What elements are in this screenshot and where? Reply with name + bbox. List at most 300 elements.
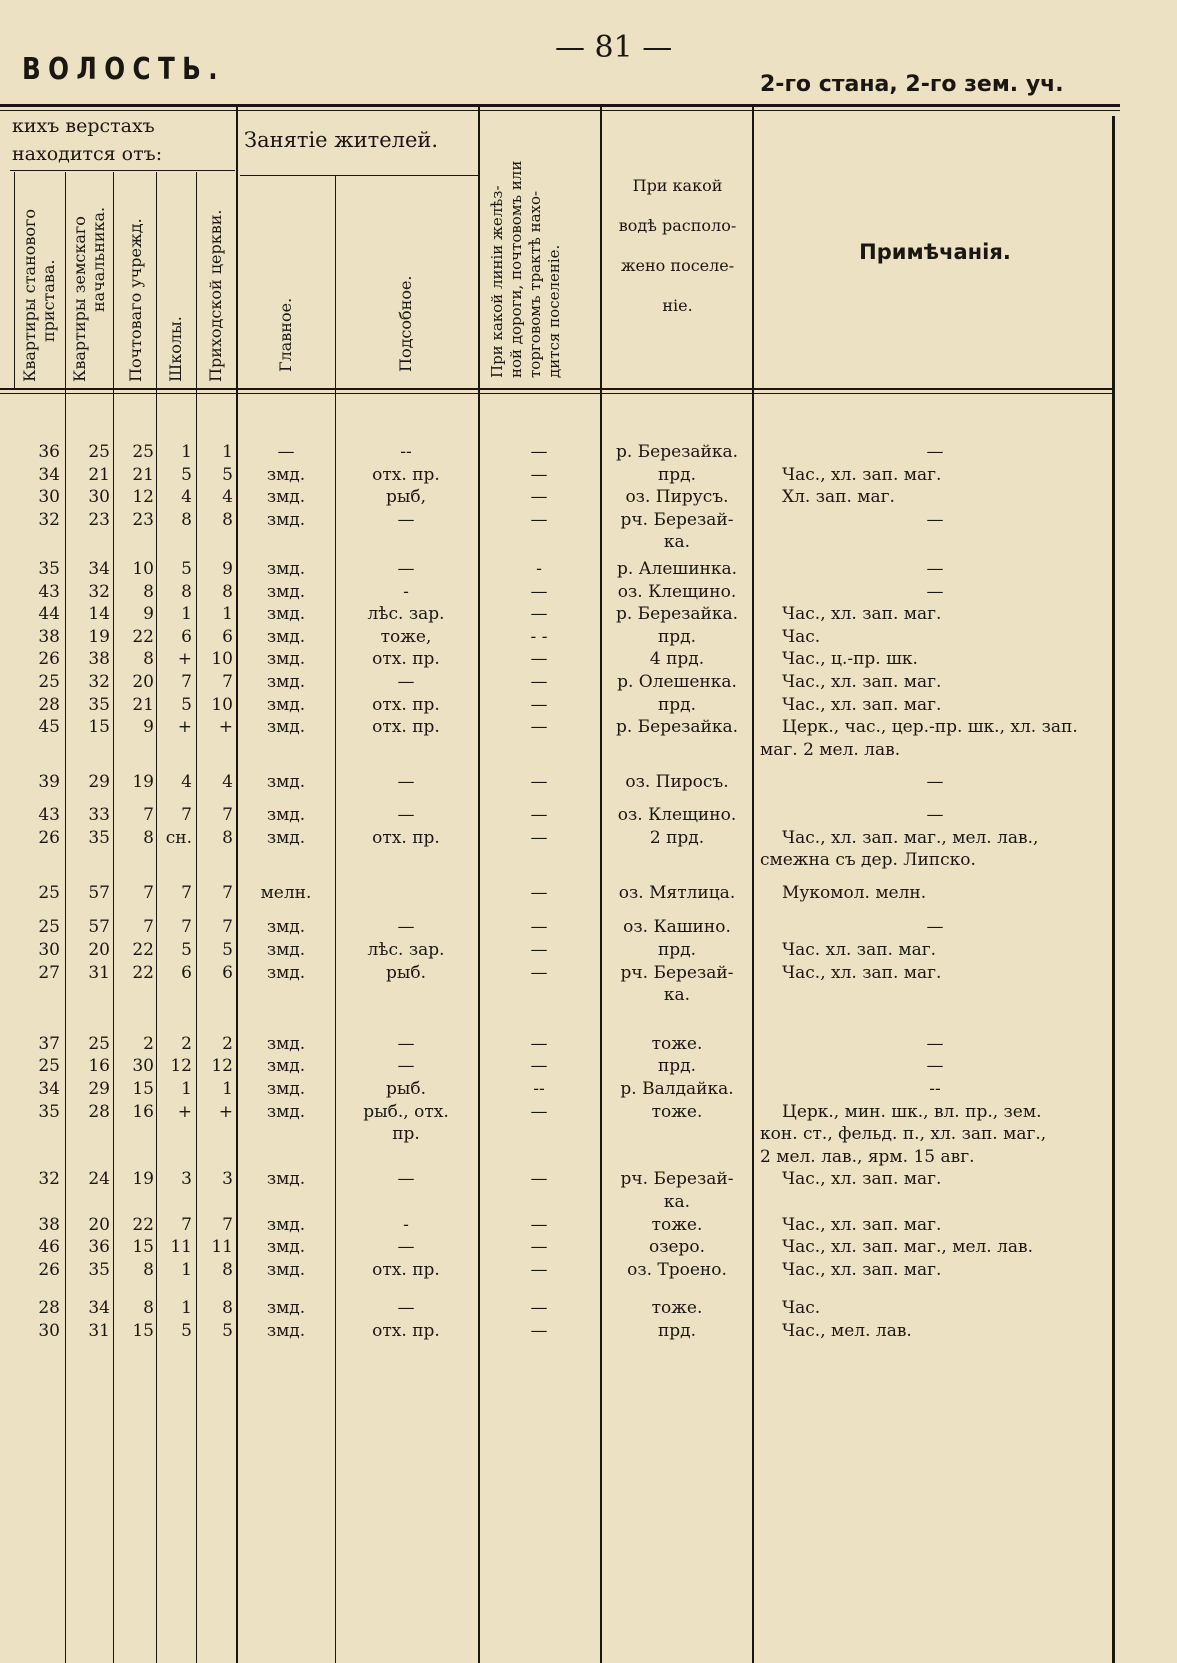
cell-d: 11 bbox=[170, 1237, 192, 1258]
cell-c: 21 bbox=[132, 464, 154, 485]
cell-notes: смежна съ дер. Липско. bbox=[760, 850, 976, 871]
cell-c: 19 bbox=[132, 772, 154, 793]
cell-a: 44 bbox=[38, 604, 60, 625]
cell-a: 32 bbox=[38, 509, 60, 530]
cell-water: р. Березайка. bbox=[615, 442, 739, 462]
cell-g: отх. пр. bbox=[372, 827, 440, 848]
cell-h: — bbox=[530, 1101, 548, 1122]
cell-c: 22 bbox=[132, 626, 154, 647]
cell-d: 1 bbox=[181, 604, 192, 625]
cell-water: прд. bbox=[657, 1321, 697, 1341]
cell-e: 2 bbox=[222, 1033, 233, 1054]
cell-c: 7 bbox=[143, 917, 154, 938]
water-header bbox=[605, 166, 750, 326]
cell-c: 2 bbox=[143, 1033, 154, 1054]
cell-b: 15 bbox=[88, 717, 110, 738]
occupation-group-rule bbox=[240, 175, 478, 176]
water-line-1: При какой bbox=[632, 176, 723, 195]
cell-f: змд. bbox=[266, 464, 306, 485]
water-line-2: водѣ располо- bbox=[618, 216, 737, 235]
cell-h: — bbox=[530, 1237, 548, 1258]
cell-water: оз. Троено. bbox=[627, 1259, 727, 1280]
cell-f: змд. bbox=[266, 1298, 306, 1319]
cell-b: 29 bbox=[88, 772, 110, 793]
main-occupation-header bbox=[276, 298, 295, 372]
cell-h: — bbox=[530, 1169, 548, 1190]
cell-a: 26 bbox=[38, 649, 60, 670]
cell-d: 5 bbox=[181, 559, 192, 579]
cell-c: 30 bbox=[132, 1056, 154, 1077]
cell-water: ка. bbox=[663, 1192, 691, 1212]
cell-water: р. Березайка. bbox=[615, 604, 739, 625]
post-header bbox=[126, 218, 145, 382]
zemsky-header bbox=[70, 207, 108, 382]
cell-b: 35 bbox=[88, 827, 110, 848]
table-top-rule bbox=[0, 104, 1120, 107]
cell-notes: Час., ц.-пр. шк. bbox=[782, 649, 918, 670]
cell-d: 1 bbox=[181, 1298, 192, 1319]
cell-e: 9 bbox=[222, 559, 233, 579]
cell-g: — bbox=[397, 672, 415, 692]
notes-header: Примѣчанія. bbox=[859, 240, 1011, 264]
cell-f: змд. bbox=[266, 1214, 306, 1235]
cell-c: 16 bbox=[132, 1101, 154, 1122]
railway-line-1: При какой линіи желѣз- bbox=[488, 185, 506, 378]
cell-notes: Час., хл. зап. маг. bbox=[782, 1259, 942, 1280]
cell-notes: Церк., мин. шк., вл. пр., зем. bbox=[782, 1101, 1042, 1122]
page-header-left: ВОЛОСТЬ. bbox=[22, 52, 225, 87]
cell-d: + bbox=[177, 649, 192, 670]
cell-d: 7 bbox=[181, 917, 192, 938]
cell-b: 21 bbox=[88, 464, 110, 485]
cell-a: 30 bbox=[38, 940, 60, 960]
cell-e: 1 bbox=[222, 442, 233, 462]
cell-g: рыб. bbox=[385, 962, 427, 983]
cell-a: 25 bbox=[38, 917, 60, 938]
cell-d: 1 bbox=[181, 442, 192, 462]
cell-b: 34 bbox=[88, 559, 110, 579]
cell-a: 25 bbox=[38, 882, 60, 903]
cell-b: 57 bbox=[88, 917, 110, 938]
cell-a: 38 bbox=[38, 1214, 60, 1235]
cell-water: 4 прд. bbox=[649, 649, 705, 670]
cell-e: 10 bbox=[211, 694, 233, 715]
railway-line-4: дится поселеніе. bbox=[545, 244, 563, 378]
cell-f: змд. bbox=[266, 962, 306, 983]
cell-notes: 2 мел. лав., ярм. 15 авг. bbox=[760, 1146, 975, 1167]
cell-notes: — bbox=[926, 442, 944, 462]
cell-f: змд. bbox=[266, 649, 306, 670]
cell-a: 36 bbox=[38, 442, 60, 462]
cell-e: 8 bbox=[222, 1298, 233, 1319]
cell-g: рыб, bbox=[385, 487, 427, 508]
cell-water: тоже. bbox=[651, 1033, 703, 1054]
cell-water: рч. Березай- bbox=[620, 1169, 734, 1190]
cell-notes: — bbox=[926, 772, 944, 793]
cell-b: 23 bbox=[88, 509, 110, 530]
railway-line-2: ной дороги, почтовомъ или bbox=[507, 160, 525, 378]
cell-notes: маг. 2 мел. лав. bbox=[760, 739, 901, 760]
cell-b: 14 bbox=[88, 604, 110, 625]
cell-h: — bbox=[530, 672, 548, 692]
cell-h: - - bbox=[530, 626, 548, 647]
cell-a: 28 bbox=[38, 694, 60, 715]
cell-d: 8 bbox=[181, 509, 192, 530]
cell-b: 28 bbox=[88, 1101, 110, 1122]
cell-a: 34 bbox=[38, 464, 60, 485]
cell-e: 7 bbox=[222, 882, 233, 903]
cell-water: оз. Пиросъ. bbox=[625, 772, 729, 793]
cell-notes: Час. хл. зап. маг. bbox=[782, 940, 937, 960]
cell-h: — bbox=[530, 604, 548, 625]
cell-e: 7 bbox=[222, 1214, 233, 1235]
cell-water: оз. Кашино. bbox=[623, 917, 731, 938]
stanovoy-line-1: Квартиры станового bbox=[20, 208, 39, 382]
cell-c: 25 bbox=[132, 442, 154, 462]
cell-c: 19 bbox=[132, 1169, 154, 1190]
cell-f: змд. bbox=[266, 1079, 306, 1099]
cell-c: 22 bbox=[132, 1214, 154, 1235]
cell-b: 24 bbox=[88, 1169, 110, 1190]
cell-a: 28 bbox=[38, 1298, 60, 1319]
cell-f: змд. bbox=[266, 1237, 306, 1258]
cell-c: 15 bbox=[132, 1079, 154, 1099]
cell-a: 30 bbox=[38, 1321, 60, 1341]
cell-notes: Час., мел. лав. bbox=[782, 1321, 912, 1341]
cell-g: — bbox=[397, 559, 415, 579]
cell-f: змд. bbox=[266, 1259, 306, 1280]
railway-line-3: торговомъ трактѣ нахо- bbox=[526, 190, 544, 378]
cell-c: 15 bbox=[132, 1321, 154, 1341]
cell-f: змд. bbox=[266, 672, 306, 692]
cell-notes: — bbox=[926, 1056, 944, 1077]
cell-c: 23 bbox=[132, 509, 154, 530]
cell-notes: — bbox=[926, 917, 944, 938]
cell-d: 5 bbox=[181, 940, 192, 960]
cell-water: озеро. bbox=[648, 1237, 706, 1258]
cell-water: тоже. bbox=[651, 1214, 703, 1235]
cell-b: 35 bbox=[88, 694, 110, 715]
cell-a: 43 bbox=[38, 805, 60, 825]
cell-e: 6 bbox=[222, 626, 233, 647]
cell-b: 19 bbox=[88, 626, 110, 647]
cell-e: 10 bbox=[211, 649, 233, 670]
cell-notes: Час., хл. зап. маг., мел. лав., bbox=[782, 827, 1039, 848]
cell-e: 1 bbox=[222, 604, 233, 625]
cell-f: змд. bbox=[266, 1101, 306, 1122]
cell-d: 4 bbox=[181, 772, 192, 793]
cell-g: отх. пр. bbox=[372, 1321, 440, 1341]
cell-g: — bbox=[397, 772, 415, 793]
water-line-4: ніе. bbox=[662, 296, 693, 315]
cell-b: 31 bbox=[88, 1321, 110, 1341]
cell-e: 3 bbox=[222, 1169, 233, 1190]
cell-b: 32 bbox=[88, 672, 110, 692]
cell-e: 12 bbox=[211, 1056, 233, 1077]
cell-f: — bbox=[277, 442, 295, 462]
cell-h: — bbox=[530, 917, 548, 938]
cell-d: 12 bbox=[170, 1056, 192, 1077]
cell-e: 1 bbox=[222, 1079, 233, 1099]
cell-h: — bbox=[530, 1321, 548, 1341]
cell-c: 9 bbox=[143, 717, 154, 738]
stanovoy-header bbox=[20, 209, 58, 382]
cell-water: тоже. bbox=[651, 1101, 703, 1122]
cell-water: прд. bbox=[657, 464, 697, 485]
cell-h: -- bbox=[533, 1079, 545, 1099]
cell-a: 32 bbox=[38, 1169, 60, 1190]
cell-water: оз. Клещино. bbox=[617, 581, 737, 602]
cell-water: прд. bbox=[657, 940, 697, 960]
cell-h: — bbox=[530, 1214, 548, 1235]
cell-h: — bbox=[530, 581, 548, 602]
cell-g: тоже, bbox=[380, 626, 432, 647]
page-header-right: 2-го стана, 2-го зем. уч. bbox=[760, 72, 1064, 97]
cell-f: змд. bbox=[266, 917, 306, 938]
cell-notes: Час., хл. зап. маг. bbox=[782, 1214, 942, 1235]
cell-d: 4 bbox=[181, 487, 192, 508]
cell-d: 2 bbox=[181, 1033, 192, 1054]
aux-occupation-label: Подсобное. bbox=[396, 275, 415, 372]
cell-g: -- bbox=[400, 442, 412, 462]
cell-d: + bbox=[177, 1101, 192, 1122]
cell-a: 38 bbox=[38, 626, 60, 647]
cell-d: 7 bbox=[181, 672, 192, 692]
cell-d: сн. bbox=[165, 827, 192, 848]
cell-b: 34 bbox=[88, 1298, 110, 1319]
cell-g: отх. пр. bbox=[372, 649, 440, 670]
cell-b: 25 bbox=[88, 442, 110, 462]
cell-d: 7 bbox=[181, 1214, 192, 1235]
cell-f: змд. bbox=[266, 581, 306, 602]
cell-g: отх. пр. bbox=[372, 464, 440, 485]
cell-c: 8 bbox=[143, 1259, 154, 1280]
post-header-label: Почтоваго учрежд. bbox=[126, 218, 145, 382]
cell-h: — bbox=[530, 1298, 548, 1319]
distance-group-line-1: кихъ верстахъ bbox=[12, 115, 155, 137]
cell-g: - bbox=[403, 1214, 409, 1235]
cell-g: — bbox=[397, 805, 415, 825]
cell-water: прд. bbox=[657, 694, 697, 715]
cell-d: 7 bbox=[181, 805, 192, 825]
occupation-group-header: Занятіе жителей. bbox=[244, 128, 439, 152]
cell-water: р. Березайка. bbox=[615, 717, 739, 738]
cell-a: 39 bbox=[38, 772, 60, 793]
cell-a: 26 bbox=[38, 827, 60, 848]
cell-f: змд. bbox=[266, 805, 306, 825]
cell-water: рч. Березай- bbox=[620, 962, 734, 983]
cell-notes: Час. bbox=[782, 1298, 821, 1319]
cell-b: 36 bbox=[88, 1237, 110, 1258]
cell-b: 20 bbox=[88, 940, 110, 960]
cell-h: — bbox=[530, 1259, 548, 1280]
cell-notes: Час., хл. зап. маг. bbox=[782, 604, 942, 625]
cell-h: — bbox=[530, 464, 548, 485]
cell-notes: -- bbox=[929, 1079, 941, 1099]
cell-h: — bbox=[530, 1033, 548, 1054]
cell-notes: Час., хл. зап. маг. bbox=[782, 962, 942, 983]
cell-c: 21 bbox=[132, 694, 154, 715]
cell-b: 31 bbox=[88, 962, 110, 983]
cell-water: 2 прд. bbox=[649, 827, 705, 848]
cell-h: — bbox=[530, 717, 548, 738]
cell-g: отх. пр. bbox=[372, 717, 440, 738]
cell-b: 57 bbox=[88, 882, 110, 903]
cell-d: 5 bbox=[181, 464, 192, 485]
cell-a: 26 bbox=[38, 1259, 60, 1280]
cell-notes: Час., хл. зап. маг. bbox=[782, 1169, 942, 1190]
cell-notes: — bbox=[926, 509, 944, 530]
cell-b: 20 bbox=[88, 1214, 110, 1235]
cell-e: + bbox=[218, 1101, 233, 1122]
cell-e: 7 bbox=[222, 672, 233, 692]
cell-water: оз. Пирусъ. bbox=[625, 487, 729, 508]
zemsky-line-1: Квартиры земскаго bbox=[70, 216, 89, 382]
cell-c: 7 bbox=[143, 882, 154, 903]
cell-notes: кон. ст., фельд. п., хл. зап. маг., bbox=[760, 1124, 1047, 1145]
cell-b: 38 bbox=[88, 649, 110, 670]
cell-c: 22 bbox=[132, 962, 154, 983]
cell-water: р. Олешенка. bbox=[617, 672, 737, 692]
cell-a: 35 bbox=[38, 1101, 60, 1122]
stanovoy-line-2: пристава. bbox=[39, 259, 58, 342]
cell-notes: Хл. зап. маг. bbox=[782, 487, 895, 508]
cell-h: — bbox=[530, 772, 548, 793]
table-top-rule-thin bbox=[0, 110, 1120, 111]
cell-water: прд. bbox=[657, 626, 697, 647]
cell-c: 8 bbox=[143, 827, 154, 848]
cell-g: — bbox=[397, 1298, 415, 1319]
cell-e: + bbox=[218, 717, 233, 738]
cell-notes: Час., хл. зап. маг. bbox=[782, 464, 942, 485]
cell-d: 7 bbox=[181, 882, 192, 903]
cell-water: оз. Клещино. bbox=[617, 805, 737, 825]
cell-f: змд. bbox=[266, 559, 306, 579]
cell-b: 25 bbox=[88, 1033, 110, 1054]
cell-a: 43 bbox=[38, 581, 60, 602]
cell-g: лѣс. зар. bbox=[367, 940, 445, 960]
cell-e: 6 bbox=[222, 962, 233, 983]
cell-e: 11 bbox=[211, 1237, 233, 1258]
cell-a: 25 bbox=[38, 1056, 60, 1077]
cell-a: 46 bbox=[38, 1237, 60, 1258]
cell-b: 30 bbox=[88, 487, 110, 508]
cell-d: + bbox=[177, 717, 192, 738]
cell-notes: Мукомол. мелн. bbox=[782, 882, 927, 903]
cell-e: 7 bbox=[222, 805, 233, 825]
cell-d: 6 bbox=[181, 962, 192, 983]
cell-c: 22 bbox=[132, 940, 154, 960]
cell-f: змд. bbox=[266, 1169, 306, 1190]
cell-h: — bbox=[530, 1056, 548, 1077]
cell-f: змд. bbox=[266, 604, 306, 625]
cell-e: 8 bbox=[222, 581, 233, 602]
schools-header bbox=[166, 316, 185, 382]
church-header bbox=[206, 210, 225, 382]
cell-f: змд. bbox=[266, 694, 306, 715]
cell-notes: — bbox=[926, 805, 944, 825]
cell-d: 6 bbox=[181, 626, 192, 647]
cell-g: лѣс. зар. bbox=[367, 604, 445, 625]
page-number: — 81 — bbox=[555, 30, 673, 65]
cell-e: 8 bbox=[222, 1259, 233, 1280]
cell-h: — bbox=[530, 962, 548, 983]
cell-water: ка. bbox=[663, 985, 691, 1006]
cell-notes: Церк., час., цер.-пр. шк., хл. зап. bbox=[782, 717, 1078, 738]
cell-notes: — bbox=[926, 559, 944, 579]
cell-water: р. Валдайка. bbox=[620, 1079, 734, 1099]
cell-f: змд. bbox=[266, 626, 306, 647]
cell-c: 12 bbox=[132, 487, 154, 508]
cell-water: рч. Березай- bbox=[620, 509, 734, 530]
cell-f: змд. bbox=[266, 1321, 306, 1341]
cell-e: 7 bbox=[222, 917, 233, 938]
cell-c: 20 bbox=[132, 672, 154, 692]
cell-c: 15 bbox=[132, 1237, 154, 1258]
cell-f: змд. bbox=[266, 827, 306, 848]
cell-g: — bbox=[397, 1033, 415, 1054]
cell-b: 32 bbox=[88, 581, 110, 602]
col-rule-0 bbox=[14, 172, 15, 388]
cell-water: прд. bbox=[657, 1056, 697, 1077]
cell-d: 1 bbox=[181, 1079, 192, 1099]
cell-water: ка. bbox=[663, 532, 691, 553]
cell-c: 7 bbox=[143, 805, 154, 825]
cell-g: — bbox=[397, 1056, 415, 1077]
cell-g: — bbox=[397, 917, 415, 938]
cell-notes: — bbox=[926, 581, 944, 602]
main-occupation-label: Главное. bbox=[276, 297, 295, 372]
header-bottom-rule bbox=[0, 388, 1115, 390]
cell-h: — bbox=[530, 509, 548, 530]
cell-h: — bbox=[530, 649, 548, 670]
cell-g: отх. пр. bbox=[372, 1259, 440, 1280]
cell-d: 8 bbox=[181, 581, 192, 602]
cell-e: 5 bbox=[222, 1321, 233, 1341]
distance-group-line-2: находится отъ: bbox=[12, 143, 163, 165]
cell-f: змд. bbox=[266, 487, 306, 508]
cell-g-cont: пр. bbox=[392, 1124, 420, 1145]
cell-notes: Час., хл. зап. маг., мел. лав. bbox=[782, 1237, 1034, 1258]
cell-a: 30 bbox=[38, 487, 60, 508]
cell-d: 3 bbox=[181, 1169, 192, 1190]
cell-b: 29 bbox=[88, 1079, 110, 1099]
cell-a: 45 bbox=[38, 717, 60, 738]
cell-c: 8 bbox=[143, 649, 154, 670]
cell-b: 16 bbox=[88, 1056, 110, 1077]
cell-g: рыб. bbox=[385, 1079, 427, 1099]
cell-notes: Час. bbox=[782, 626, 821, 647]
schools-header-label: Школы. bbox=[166, 316, 185, 382]
zemsky-line-2: начальника. bbox=[89, 206, 108, 312]
cell-f: змд. bbox=[266, 509, 306, 530]
cell-e: 4 bbox=[222, 487, 233, 508]
cell-notes: — bbox=[926, 1033, 944, 1054]
cell-g: — bbox=[397, 509, 415, 530]
cell-b: 35 bbox=[88, 1259, 110, 1280]
cell-notes: Час., хл. зап. маг. bbox=[782, 694, 942, 715]
railway-header bbox=[488, 161, 564, 378]
cell-h: — bbox=[530, 940, 548, 960]
col-rule-10 bbox=[1112, 116, 1115, 1663]
water-line-3: жено поселе- bbox=[620, 256, 735, 275]
cell-h: — bbox=[530, 882, 548, 903]
cell-h: - bbox=[536, 559, 542, 579]
cell-a: 27 bbox=[38, 962, 60, 983]
distance-group-header bbox=[12, 112, 162, 168]
cell-f: змд. bbox=[266, 1056, 306, 1077]
cell-c: 9 bbox=[143, 604, 154, 625]
